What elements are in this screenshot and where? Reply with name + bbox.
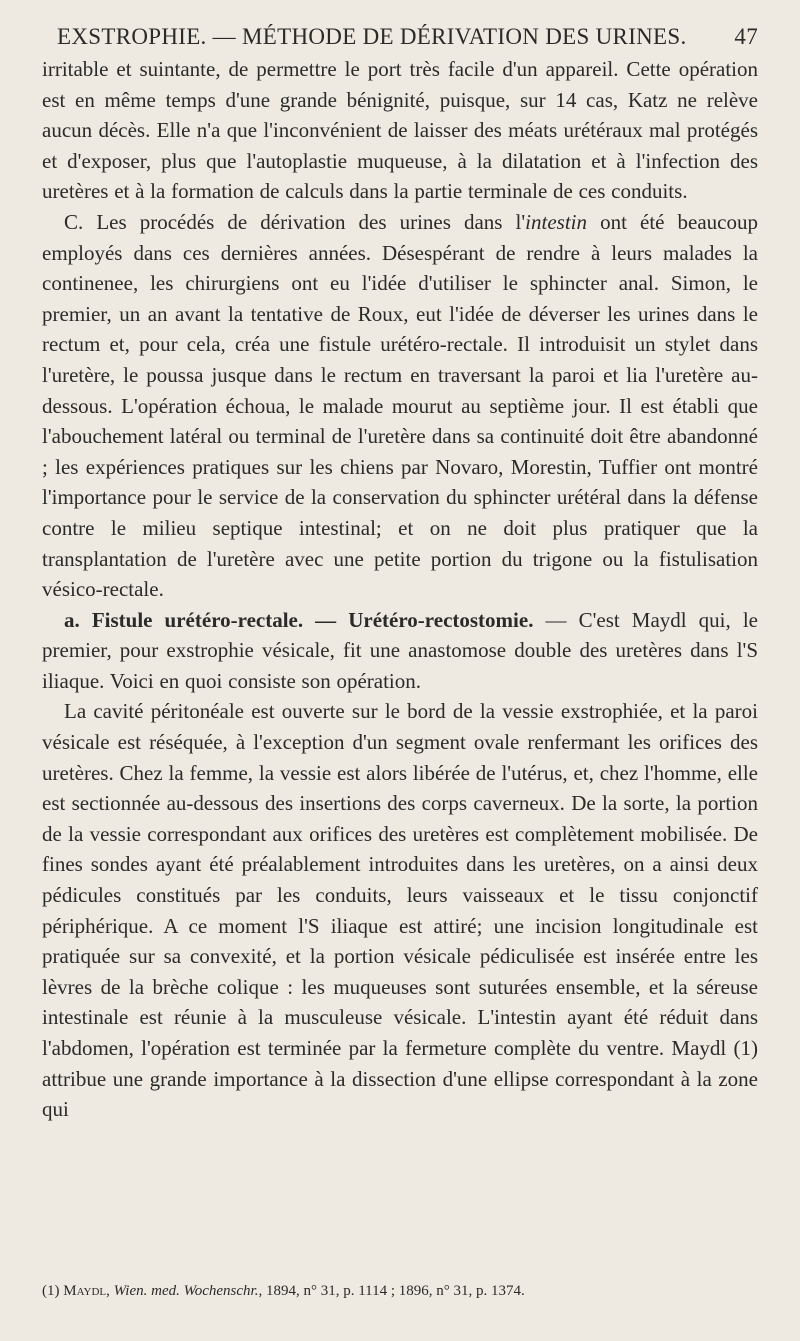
footnote xyxy=(42,1282,758,1301)
paragraph-text-rest: ont été beaucoup employés dans ces dernières années. Désespérant de rendre à leurs malades la continenee, les chirurgiens ont eu l'idée d'utiliser le sphincter anal. Simon, le premier, un an avant la tentative de Roux, eut l'idée de déverser les urines dans le rectum et, pour cela, créa une fistule urétéro-rectale. Il introduisit un stylet dans l'uretère, le poussa jusque dans le rectum en traversant la paroi et lia l'uretère au-dessous. L'opération échoua, le malade mourut au septième jour. Il est établi que l'abouchement latéral ou terminal de l'uretère dans sa continuité doit être abandonné ; les expériences pratiques sur les chiens par Novaro, Morestin, Tuffier ont montré l'importance pour le service de la conservation du sphincter urétéral dans la défense contre le milieu septique intestinal; et on ne doit plus pratiquer que la transplantation de l'uretère avec une petite portion du trigone ou la fistulisation vésico-rectale. xyxy=(42,209,759,602)
paragraph-text-start: C. Les procédés de dérivation des urines dans l' xyxy=(64,209,526,234)
paragraph-continuation xyxy=(42,54,758,207)
italic-term: intestin xyxy=(525,209,588,234)
footnote-reference: , 1894, n° 31, p. 1114 ; 1896, n° 31, p. 1374. xyxy=(258,1283,525,1299)
paragraph-operation xyxy=(42,696,758,1124)
chapter-title: EXSTROPHIE. — MÉTHODE DE DÉRIVATION DES URINES. xyxy=(57,24,687,49)
page-number: 47 xyxy=(734,24,758,49)
footnote-author: Maydl xyxy=(63,1283,107,1299)
paragraph-intestin xyxy=(42,207,758,605)
section-heading: a. Fistule urétéro-rectale. — Urétéro-rectostomie. xyxy=(64,607,534,632)
body-text xyxy=(42,54,758,1125)
paragraph-text: — C'est Maydl qui, le premier, pour exstrophie vésicale, fit une anastomose double des uretères dans l'S iliaque. Voici en quoi consiste son opération. xyxy=(42,607,758,693)
footnote-journal: Wien. med. Wochenschr. xyxy=(113,1283,259,1299)
paragraph-text: irritable et suintante, de permettre le port très facile d'un appareil. Cette opération est en même temps d'une grande bénignité, puisque, sur 14 cas, Katz ne relève aucun décès. Elle n'a que l'inconvénient de laisser des méats urétéraux mal protégés et d'exposer, plus que l'autoplastie muqueuse, à la dilatation et à l'infection des uretères et à la formation de calculs dans la partie terminale de ces conduits. xyxy=(42,57,758,204)
paragraph-fistule xyxy=(42,605,758,697)
running-head xyxy=(42,14,758,50)
footnote-separator: , xyxy=(106,1283,114,1299)
footnote-marker: (1) xyxy=(42,1283,64,1299)
paragraph-text: La cavité péritonéale est ouverte sur le bord de la vessie exstrophiée, et la paroi vésicale est réséquée, à l'exception d'un segment ovale renfermant les orifices des uretères. Chez la femme, la vessie est alors libérée de l'utérus, et, chez l'homme, elle est sectionnée au-dessous des insertions des corps caverneux. De la sorte, la portion de la vessie correspondant aux orifices des uretères est complètement mobilisée. De fines sondes ayant été préalablement introduites dans les uretères, on a ainsi deux pédicules constitués par les conduits, leurs vaisseaux et le tissu conjonctif périphérique. A ce moment l'S iliaque est attiré; une incision longitudinale est pratiquée sur sa convexité, et la portion vésicale pédiculisée est insérée entre les lèvres de la brèche colique : les muqueuses sont suturées ensemble, et la séreuse intestinale est réunie à la musculeuse vésicale. L'intestin ayant été réduit dans l'abdomen, l'opération est terminée par la fermeture complète du ventre. Maydl (1) attribue une grande importance à la dissection d'une ellipse correspondant à la zone qui xyxy=(42,699,758,1122)
